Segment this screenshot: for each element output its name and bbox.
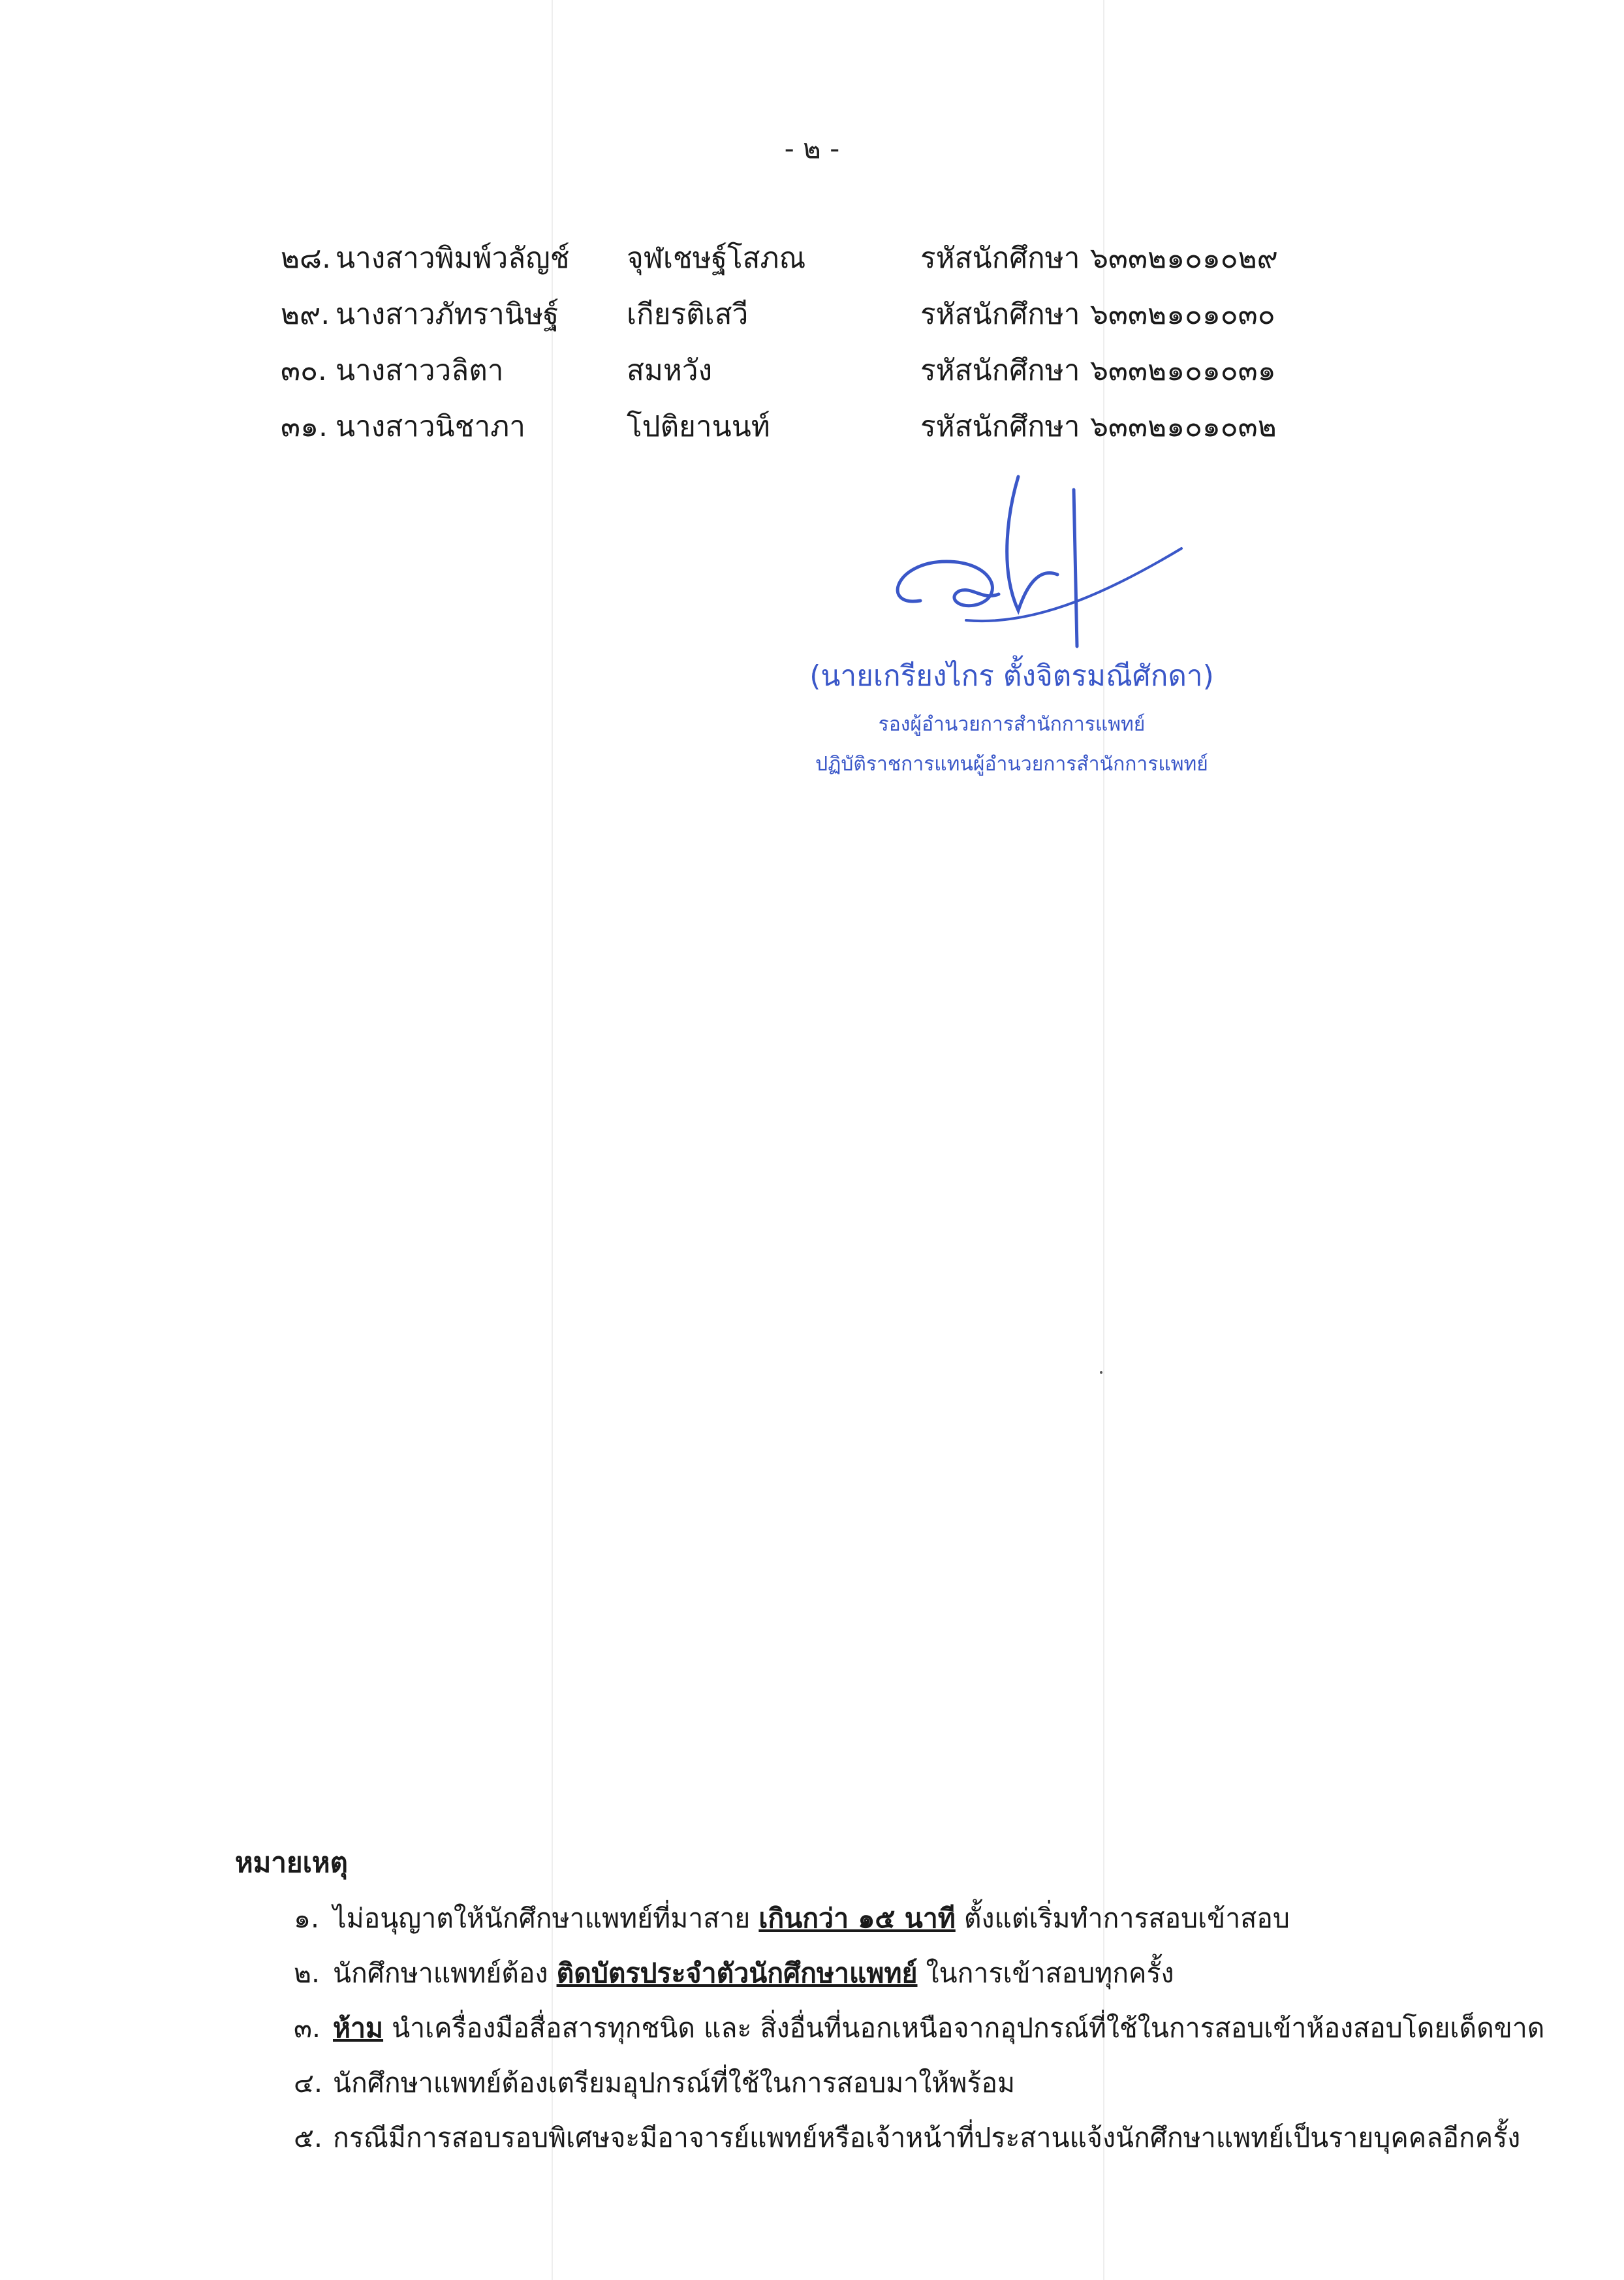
note-text-post: ตั้งแต่เริ่มทำการสอบเข้าสอบ [955,1903,1290,1934]
student-id-label: รหัสนักศึกษา [920,298,1080,331]
note-index: ๔. [294,2067,323,2098]
student-id-label: รหัสนักศึกษา [920,242,1080,275]
note-text-pre: กรณีมีการสอบรอบพิเศษจะมีอาจารย์แพทย์หรือเจ้าหน้าที่ประสานแจ้งนักศึกษาแพทย์เป็นรายบุคคลอีกครั้ง [333,2122,1521,2153]
scan-speck [1100,1371,1102,1374]
note-text-pre: นักศึกษาแพทย์ต้อง [333,1957,557,1989]
signatory-acting-position: ปฏิบัติราชการแทนผู้อำนวยการสำนักการแพทย์ [815,753,1208,776]
student-first-name: นางสาวพิมพ์วลัญช์ [336,242,570,275]
note-text-pre: ไม่อนุญาตให้นักศึกษาแพทย์ที่มาสาย [333,1903,759,1934]
student-last-name: สมหวัง [627,354,713,387]
note-text [333,2007,1544,2050]
student-row [281,404,1390,460]
student-id: ๖๓๓๒๑๐๑๐๓๒ [1090,410,1277,443]
student-last-name: จุฬเชษฐ์โสภณ [627,242,806,275]
note-index: ๑. [294,1903,320,1934]
note-text [333,1897,1290,1940]
student-row [281,347,1390,404]
handwritten-signature [868,470,1208,666]
student-row [281,235,1390,291]
notes-title: หมายเหตุ [235,1846,348,1878]
student-id-label: รหัสนักศึกษา [920,410,1080,443]
note-index: ๕. [294,2122,323,2153]
note-text [333,2117,1520,2159]
signatory-block [718,653,1305,780]
note-item [235,2117,1540,2172]
student-id: ๖๓๓๒๑๐๑๐๒๙ [1090,242,1278,275]
student-index: ๒๙. [281,298,330,331]
student-last-name: เกียรติเสวี [627,298,749,331]
student-index: ๓๐. [281,354,327,387]
note-item [235,2062,1540,2117]
student-id-label: รหัสนักศึกษา [920,354,1080,387]
note-index: ๒. [294,1957,320,1989]
student-first-name: นางสาวภัทรานิษฐ์ [336,298,559,331]
note-text-post: ในการเข้าสอบทุกครั้ง [917,1957,1174,1989]
note-emphasis: ติดบัตรประจำตัวนักศึกษาแพทย์ [556,1957,918,1989]
signatory-name: (นายเกรียงไกร ตั้งจิตรมณีศักดา) [809,659,1214,693]
note-emphasis: ห้าม [333,2012,384,2044]
student-list [281,235,1390,460]
student-first-name: นางสาววลิตา [336,354,504,387]
student-index: ๓๑. [281,410,328,443]
note-text [333,2062,1015,2104]
student-id: ๖๓๓๒๑๐๑๐๓๑ [1090,354,1276,387]
student-index: ๒๘. [281,242,331,275]
note-text-pre: นักศึกษาแพทย์ต้องเตรียมอุปกรณ์ที่ใช้ในการสอบมาให้พร้อม [333,2067,1016,2098]
student-id: ๖๓๓๒๑๐๑๐๓๐ [1090,298,1275,331]
note-item [235,1952,1540,2007]
student-first-name: นางสาวนิชาภา [336,410,525,443]
note-text-post: นำเครื่องมือสื่อสารทุกชนิด และ สิ่งอื่นที่นอกเหนือจากอุปกรณ์ที่ใช้ในการสอบเข้าห้องสอบโดยเด็ดขาด [383,2012,1545,2044]
note-emphasis: เกินกว่า ๑๕ นาที [758,1903,956,1934]
student-last-name: โปติยานนท์ [627,410,770,443]
page-number: - ๒ - [784,133,840,165]
note-item [235,2007,1545,2062]
note-text [333,1952,1174,1995]
signatory-position: รองผู้อำนวยการสำนักการแพทย์ [878,713,1146,736]
note-item [235,1897,1540,1952]
note-index: ๓. [294,2012,321,2044]
notes-section [235,1841,1545,2172]
student-row [281,291,1390,347]
